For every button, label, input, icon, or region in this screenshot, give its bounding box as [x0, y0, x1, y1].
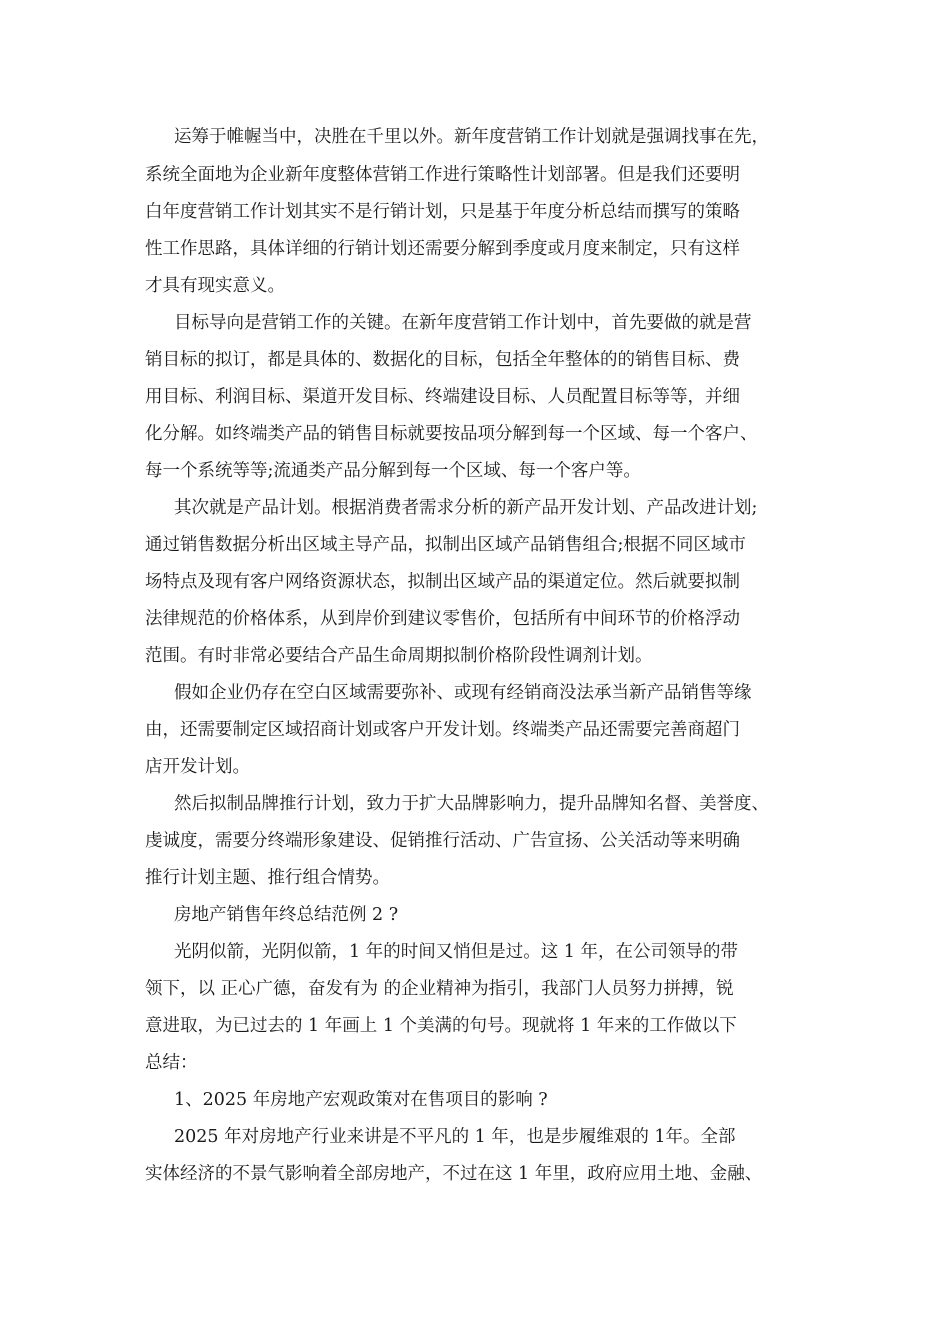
subsection-heading: 1、2025 年房地产宏观政策对在售项目的影响 ? — [174, 1090, 548, 1110]
text-line: 销目标的拟订，都是具体的、数据化的目标，包括全年整体的的销售目标、费 — [145, 350, 740, 370]
text-line: 白年度营销工作计划其实不是行销计划，只是基于年度分析总结而撰写的策略 — [145, 202, 740, 222]
text-line: 才具有现实意义。 — [145, 276, 285, 296]
text-line: 法律规范的价格体系，从到岸价到建议零售价，包括所有中间环节的价格浮动 — [145, 609, 740, 629]
text-line: 系统全面地为企业新年度整体营销工作进行策略性计划部署。但是我们还要明 — [145, 165, 740, 185]
text-line: 由，还需要制定区域招商计划或客户开发计划。终端类产品还需要完善商超门 — [145, 720, 740, 740]
text-line: 意进取，为已过去的 1 年画上 1 个美满的句号。现就将 1 年来的工作做以下 — [145, 1016, 737, 1036]
text-line: 用目标、利润目标、渠道开发目标、终端建设目标、人员配置目标等等，并细 — [145, 387, 740, 407]
text-line: 店开发计划。 — [145, 757, 250, 777]
text-line: 推行计划主题、推行组合情势。 — [145, 868, 390, 888]
section-heading: 房地产销售年终总结范例 2 ? — [174, 905, 399, 925]
text-line: 2025 年对房地产行业来讲是不平凡的 1 年，也是步履维艰的 1年。全部 — [174, 1127, 736, 1147]
text-line: 性工作思路，具体详细的行销计划还需要分解到季度或月度来制定，只有这样 — [145, 239, 740, 259]
text-line: 每一个系统等等;流通类产品分解到每一个区域、每一个客户等。 — [145, 461, 641, 481]
text-line: 化分解。如终端类产品的销售目标就要按品项分解到每一个区域、每一个客户、 — [145, 424, 758, 444]
text-line: 实体经济的不景气影响着全部房地产，不过在这 1 年里，政府应用土地、金融、 — [145, 1164, 763, 1184]
text-line: 运筹于帷幄当中，决胜在千里以外。新年度营销工作计划就是强调找事在先， — [174, 127, 769, 147]
text-line: 其次就是产品计划。根据消费者需求分析的新产品开发计划、产品改进计划; — [174, 498, 758, 518]
text-line: 范围。有时非常必要结合产品生命周期拟制价格阶段性调剂计划。 — [145, 646, 653, 666]
text-line: 然后拟制品牌推行计划，致力于扩大品牌影响力，提升品牌知名督、美誉度、 — [174, 794, 769, 814]
text-line: 场特点及现有客户网络资源状态，拟制出区域产品的渠道定位。然后就要拟制 — [145, 572, 740, 592]
text-line: 光阴似箭，光阴似箭，1 年的时间又悄但是过。这 1 年，在公司领导的带 — [174, 942, 738, 962]
text-line: 通过销售数据分析出区域主导产品，拟制出区域产品销售组合;根据不同区域市 — [145, 535, 746, 555]
text-line: 虔诚度，需要分终端形象建设、促销推行活动、广告宣扬、公关活动等来明确 — [145, 831, 740, 851]
text-line: 领下，以 正心广德，奋发有为 的企业精神为指引，我部门人员努力拼搏，锐 — [145, 979, 734, 999]
text-line: 总结： — [145, 1053, 198, 1073]
text-line: 假如企业仍存在空白区域需要弥补、或现有经销商没法承当新产品销售等缘 — [174, 683, 752, 703]
text-line: 目标导向是营销工作的关键。在新年度营销工作计划中，首先要做的就是营 — [174, 313, 752, 333]
